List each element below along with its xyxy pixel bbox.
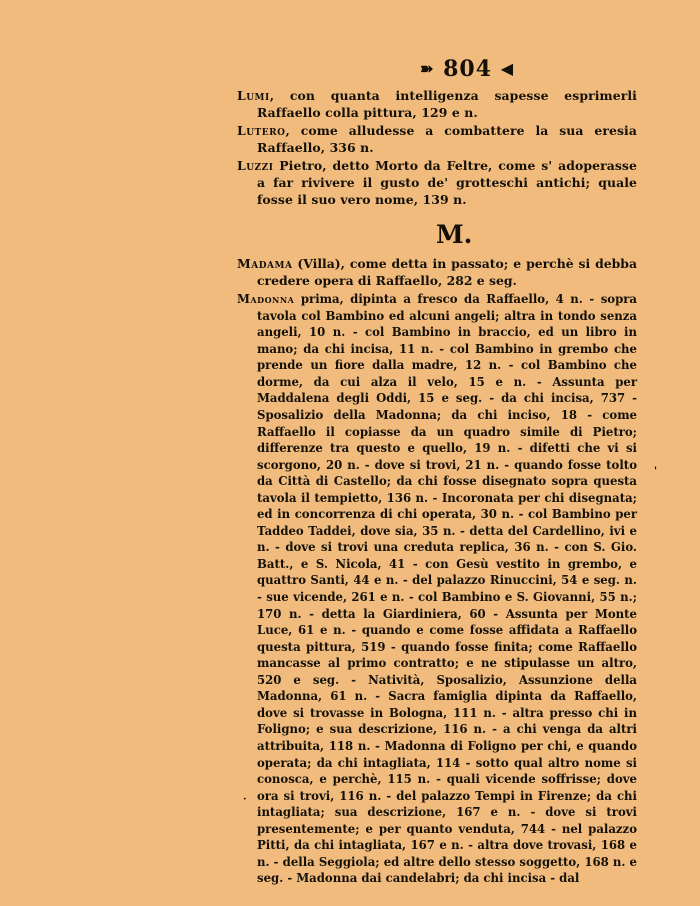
entry-body: , con quanta intelligenza sapesse esprimerli Raffaello colla pittura, 129 e n. — [257, 88, 637, 120]
index-section-l — [237, 88, 637, 210]
entry-body: prima, dipinta a fresco da Raffaello, 4 n. - sopra tavola col Bambino ed alcuni angeli; altra in tondo senza angeli, 10 n. - col Bambino in braccio, ed un libro in mano; da chi incisa, 11 n. - col Bambino in grembo che prende un fiore dalla madre, 12 n. - col Bambino che dorme, da cui alza il velo, 15 e n. - Assunta per Maddalena degli Oddi, 15 e seg. - da chi incisa, 737 - Sposalizio della Madonna; da chi inciso, 18 - come Raffaello il copiasse da un quadro simile di Pietro; differenze tra questo e quello, 19 n. - difetti che vi si scorgono, 20 n. - dove si trovi, 21 n. - quando fosse tolto da Città di Castello; da chi fosse disegnato sopra questa tavola il tempietto, 136 n. - Incoronata per chi disegnata; ed in concorrenza di chi operata, 30 n. - col Bambino per Taddeo Taddei, dove sia, 35 n. - detta del Cardellino, ivi e n. - dove si trovi una creduta replica, 36 n. - con S. Gio. Batt., e S. Nicola, 41 - con Gesù vestito in grembo, e quattro Santi, 44 e n. - del palazzo Rinuccini, 54 e seg. n. - sue vicende, 261 e n. - col Bambino e S. Giovanni, 55 n.; 170 n. - detta la Giardiniera, 60 - Assunta per Monte Luce, 61 e n. - quando e come fosse affidata a Raffaello questa pittura, 519 - quando fosse finita; come Raffaello mancasse al primo contratto; e ne stipulasse un altro, 520 e seg. - Natività, Sposalizio, Assunzione della Madonna, 61 n. - Sacra famiglia dipinta da Raffaello, dove si trovasse in Bologna, 111 n. - altra presso chi in Foligno; e sua descrizione, 116 n. - a chi venga da altri attribuita, 118 n. - Madonna di Foligno per chi, e quando operata; da chi intagliata, 114 - sotto qual altro nome si conosca, e perchè, 115 n. - quali vicende soffrisse; dove ora si trovi, 116 n. - del palazzo Tempi in Firenze; da chi intagliata; sua descrizione, 167 e n. - dove si trovi presentemente; e per quanto venduta, 744 - nel palazzo Pitti, da chi intagliata, 167 e n. - altra dove trovasi, 168 e n. - della Seggiola; ed altre dello stesso soggetto, 168 n. e seg. - Madonna dai candelabri; da chi incisa - dal — [257, 292, 637, 886]
index-entry-luzzi — [237, 158, 637, 208]
section-letter: M. — [436, 220, 473, 249]
index-entry-lutero — [237, 123, 637, 156]
index-entry-madama — [237, 256, 637, 289]
margin-mark: · — [243, 794, 247, 805]
entry-head: Lutero — [237, 123, 286, 139]
page-header — [412, 56, 522, 82]
entry-body: Pietro, detto Morto da Feltre, come s' adoperasse a far rivivere il gusto de' grotteschi antichi; quale fosse il suo vero nome, 139 n. — [257, 158, 637, 207]
entry-head: Lumi — [237, 88, 270, 103]
index-entry-madonna — [237, 291, 637, 887]
entry-head: Luzzi — [237, 158, 274, 174]
entry-head: Madama — [237, 256, 293, 271]
entry-head: Madonna — [237, 292, 295, 307]
margin-mark: ' — [654, 466, 658, 477]
entry-body: , come alludesse a combattere la sua eresia Raffaello, 336 n. — [257, 123, 637, 155]
entry-body: (Villa), come detta in passato; e perchè si debba credere opera di Raffaello, 282 e seg. — [257, 256, 637, 288]
ornament-right-icon: ◀ — [500, 59, 514, 78]
index-entry-lumi — [237, 88, 637, 121]
page-number: 804 — [443, 56, 493, 82]
ornament-left-icon: ➽ — [420, 59, 435, 78]
index-section-m — [237, 256, 637, 889]
